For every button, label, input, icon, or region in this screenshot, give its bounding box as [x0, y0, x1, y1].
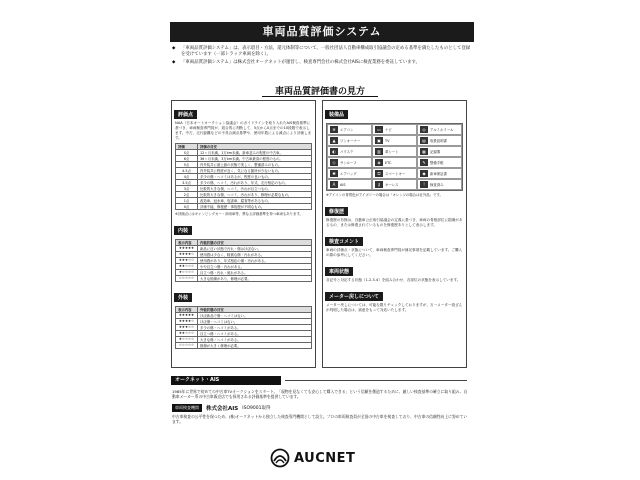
equipment-icon: ▣	[375, 137, 383, 144]
equipment-label: スマートキー	[385, 172, 406, 176]
equipment-item	[327, 157, 372, 168]
table-cell-key: 6点	[176, 156, 198, 162]
equipment-item	[372, 135, 417, 146]
table-cell-desc: 多少の傷、ヘコミ、汚れがあり、年式、走行相応のもの。	[198, 180, 312, 186]
equipment-item	[372, 146, 417, 157]
table-cell-desc: 内外装共に最上級の状態で美しく、整備済みのもの。	[198, 162, 312, 168]
aucnet-logo	[270, 448, 380, 468]
score-table	[175, 143, 312, 210]
equipment-icon: ▦	[420, 148, 428, 155]
exterior-table	[175, 306, 312, 349]
bullet-item: ◆ 「車両品質評価システム」は、表示項目・方法、還元体制等について、一般社団法人自動車構成取引協議会の定める基準を満たしたものとして登録を受けています（一部トラック車両を除く）。	[172, 46, 471, 58]
table-cell-key: 2点	[176, 192, 198, 198]
table-cell-desc: 使用感は少なく、軽微な傷・汚れがある。	[198, 251, 312, 257]
equipment-item	[372, 124, 417, 135]
vehicle-text: 各記号と対応する状態（1.2.3.4）を組み合わせ、各部位の状態を表示しています。	[326, 277, 461, 282]
equipment-label: 検査済み	[430, 183, 444, 187]
score-col-desc: 評価の目安	[198, 144, 312, 150]
equipment-label: TV	[385, 138, 390, 143]
aucnet-logo-icon	[270, 448, 290, 468]
table-cell-key: ★★★★☆	[176, 251, 198, 257]
equipment-label: ナビ	[385, 128, 392, 132]
table-cell-key: ☆☆☆☆☆	[176, 342, 198, 348]
history-text: 1985年に世界で初めての中古車TVオークションをスタート。「現物を見なくても安心して購入できる」という信頼を創造するために、厳しい検査基準の確立に取り組み、自動車メーカー系の中古車販売店でも採用される評価基準を提供しています。	[172, 389, 468, 400]
exterior-row	[176, 342, 312, 348]
table-cell-desc: 大きな損傷があり、修理が必要。	[198, 275, 312, 281]
table-cell-key: ★★☆☆☆	[176, 330, 198, 336]
table-cell-desc: 目立つ傷・汚れ・破れがある。	[198, 269, 312, 275]
left-panel	[171, 100, 316, 368]
table-cell-desc: 改造車、冠水車、塩害車、腐食等があるもの。	[198, 198, 312, 204]
exterior-col-rating: 表示内容	[176, 306, 198, 312]
exterior-col-desc: 外装状態の目安	[198, 306, 312, 312]
table-cell-key: ★★★★☆	[176, 318, 198, 324]
table-cell-desc: 比較的大きな傷、ヘコミ、汚れがあり、修理が必要なもの。	[198, 192, 312, 198]
equipment-item	[417, 124, 462, 135]
interior-header: 内装	[174, 226, 192, 235]
ais-text: 中古車検査の公平性を保つため、(株)オークネットから独立した検査専門機関として設立。プロの車両検査員が全国の中古車を検査しており、中古車の信頼性向上に努めています。	[172, 414, 468, 425]
equipment-icon: ⚷	[375, 181, 383, 188]
equipment-item	[372, 179, 417, 190]
equipment-icon: ◈	[375, 159, 383, 166]
equipment-label: ワンオーナー	[340, 139, 361, 143]
icon-note: ※アイコンの背景色がアイボリーの場合は「オレンジの場合は社外品」です。	[326, 193, 443, 197]
equipment-item	[327, 135, 372, 146]
table-cell-desc: ほぼ傷・ヘコミはない。	[198, 318, 312, 324]
equipment-icon: !	[420, 181, 428, 188]
equipment-label: 記録簿	[430, 150, 441, 154]
table-cell-desc: 大きな傷・ヘコミがある。	[198, 336, 312, 342]
aucnet-strip-label: オークネット・AIS	[171, 376, 281, 385]
table-cell-key: ★★★☆☆	[176, 324, 198, 330]
table-cell-desc: 多少の傷・ヘコミはあるが、程度の良いもの。	[198, 174, 312, 180]
equipment-label: エアバッグ	[340, 172, 357, 176]
equipment-icon: ⚿	[375, 170, 383, 177]
meter-text: メーター戻しについては、可能な限りチェックしておりますが、万一メーター改ざんが判明した場合は、誠意をもって対応いたします。	[326, 302, 463, 312]
equipment-label: 整備手帳	[430, 161, 444, 165]
repair-text: 修復歴の有無は、自動車公正取引協議会の定義に基づき、車両の骨格部位に損傷があるもの、または修復されているものを修復歴ありとして表示します。	[326, 217, 463, 227]
right-panel	[322, 100, 467, 368]
equipment-icon: ▲	[330, 137, 338, 144]
equipment-label: サンルーフ	[340, 161, 357, 165]
table-cell-key: 3.5点	[176, 180, 198, 186]
table-cell-desc: 評価不能、修復歴・事故歴が不明なもの。	[198, 204, 312, 210]
equipment-label: 新車保証書	[430, 172, 447, 176]
table-cell-key: 4点	[176, 174, 198, 180]
equipment-header: 装備品	[325, 110, 348, 119]
equipment-item	[417, 168, 462, 179]
equipment-label: 取扱説明書	[430, 139, 447, 143]
equipment-icon: ▥	[375, 148, 383, 155]
vehicle-header: 車両状態	[325, 267, 353, 276]
equipment-label: ETC	[385, 160, 392, 165]
equipment-label: AIS	[340, 182, 346, 187]
interior-col-rating: 表示内容	[176, 239, 198, 245]
table-cell-desc: 使用感があり、年式相応の傷・汚れがある。	[198, 257, 312, 263]
table-cell-key: ★★★★★	[176, 245, 198, 251]
equipment-label: エアコン	[340, 128, 354, 132]
table-cell-key: ☆☆☆☆☆	[176, 275, 198, 281]
repair-header: 修復歴	[325, 207, 348, 216]
equipment-icon: ▭	[375, 126, 383, 133]
table-cell-desc: やや目立つ傷・汚れがある。	[198, 263, 312, 269]
equipment-label: アルミホイール	[430, 128, 454, 132]
section-title: 車両品質評価書の見方	[274, 87, 365, 97]
table-cell-desc: 多少の傷・ヘコミがある。	[198, 324, 312, 330]
equipment-item	[417, 146, 462, 157]
aucnet-logo-word: AUCNET	[294, 450, 356, 466]
equipment-icon: ◆	[420, 170, 428, 177]
ais-iso: ISO9001取得	[242, 406, 271, 411]
equipment-item	[372, 168, 417, 179]
equipment-icon: A	[330, 181, 338, 188]
equipment-item	[372, 157, 417, 168]
meter-header: メーター戻しについて	[325, 292, 383, 301]
inspector-header: 検査コメント	[325, 237, 363, 246]
equipment-item	[327, 146, 372, 157]
table-cell-key: ★★★★★	[176, 312, 198, 318]
equipment-icon: ◇	[330, 159, 338, 166]
score-header: 評価点	[174, 110, 197, 119]
equipment-item	[327, 179, 372, 190]
table-cell-key: 0点	[176, 204, 198, 210]
table-cell-key: S点	[176, 150, 198, 156]
equipment-icon: ◐	[330, 148, 338, 155]
page-title: 車両品質評価システム	[170, 22, 474, 42]
strip-divider	[285, 380, 467, 381]
score-col-grade: 評価	[176, 144, 198, 150]
ais-name: 株式会社AIS	[206, 406, 239, 412]
inspector-text: 車両の評価点・状態について、車両検査専門員が補足事項を記載しています。ご購入の際の参考にしてください。	[326, 247, 463, 257]
table-cell-desc: 12ヶ月未満、1万km未満。新車並みの程度の中古車。	[198, 150, 312, 156]
table-cell-key: 5点	[176, 162, 198, 168]
table-cell-key: 3点	[176, 186, 198, 192]
table-cell-key: 4.5点	[176, 168, 198, 174]
table-cell-desc: 比較的大きな傷、ヘコミ、汚れが目立つもの。	[198, 186, 312, 192]
diamond-icon: ◆	[172, 46, 176, 51]
equipment-item	[327, 168, 372, 179]
table-cell-key: ★☆☆☆☆	[176, 269, 198, 275]
table-cell-desc: 新品に近い状態で汚れ・傷はほぼない。	[198, 245, 312, 251]
equipment-icon: ✱	[330, 170, 338, 177]
equipment-icon: ❄	[330, 126, 338, 133]
intro-bullets	[172, 46, 472, 67]
ais-row	[172, 404, 468, 412]
interior-col-desc: 内装状態の目安	[198, 239, 312, 245]
equipment-icon-grid	[326, 123, 463, 191]
equipment-icon: ✎	[420, 159, 428, 166]
score-note: ※評価点にはキャンピングカー・商用車等、異なる評価基準を持つ車両もあります。	[175, 212, 303, 216]
equipment-icon: ◎	[420, 126, 428, 133]
score-intro: NAA（日本オートオークション協議会）のガイドラインを取り入れたAIS検査基準に基づき、車両検査専門員が、総合的に判断して、5点から0点までの10段階で表示します。中古、走行距離などの不具合減点基準や、使用年数による減点により評価します。	[175, 121, 312, 140]
equipment-item	[417, 135, 462, 146]
aucnet-strip	[171, 375, 467, 386]
diamond-icon: ◆	[172, 59, 176, 65]
table-cell-desc: 損傷が大きく修理が必要。	[198, 342, 312, 348]
interior-row	[176, 275, 312, 281]
exterior-header: 外装	[174, 293, 192, 302]
equipment-label: キーレス	[385, 183, 399, 187]
table-cell-key: ★★★☆☆	[176, 257, 198, 263]
table-cell-key: 1点	[176, 198, 198, 204]
bullet-item: ◆ 「車両品質評価システム」は株式会社オークネットが運営し、検査専門会社の株式会社AISに検査業務を委託しています。	[172, 59, 420, 65]
table-cell-key: ★★☆☆☆	[176, 263, 198, 269]
equipment-icon: ▤	[420, 137, 428, 144]
table-cell-desc: 目立つ傷・ヘコミがある。	[198, 330, 312, 336]
equipment-label: パワステ	[340, 150, 354, 154]
ais-tag: 車両検査機関	[172, 404, 202, 412]
section-rule	[262, 96, 378, 97]
equipment-item	[417, 179, 462, 190]
interior-table	[175, 239, 312, 282]
table-cell-desc: 36ヶ月未満、3万km未満。中古車最高の程度のもの。	[198, 156, 312, 162]
table-cell-desc: ほぼ新品で傷・ヘコミはない。	[198, 312, 312, 318]
equipment-item	[327, 124, 372, 135]
equipment-label: 革シート	[385, 150, 399, 154]
score-row	[176, 204, 312, 210]
equipment-item	[417, 157, 462, 168]
table-cell-key: ★☆☆☆☆	[176, 336, 198, 342]
table-cell-desc: 内外装共に程度が良く、気になる箇所が少ないもの。	[198, 168, 312, 174]
